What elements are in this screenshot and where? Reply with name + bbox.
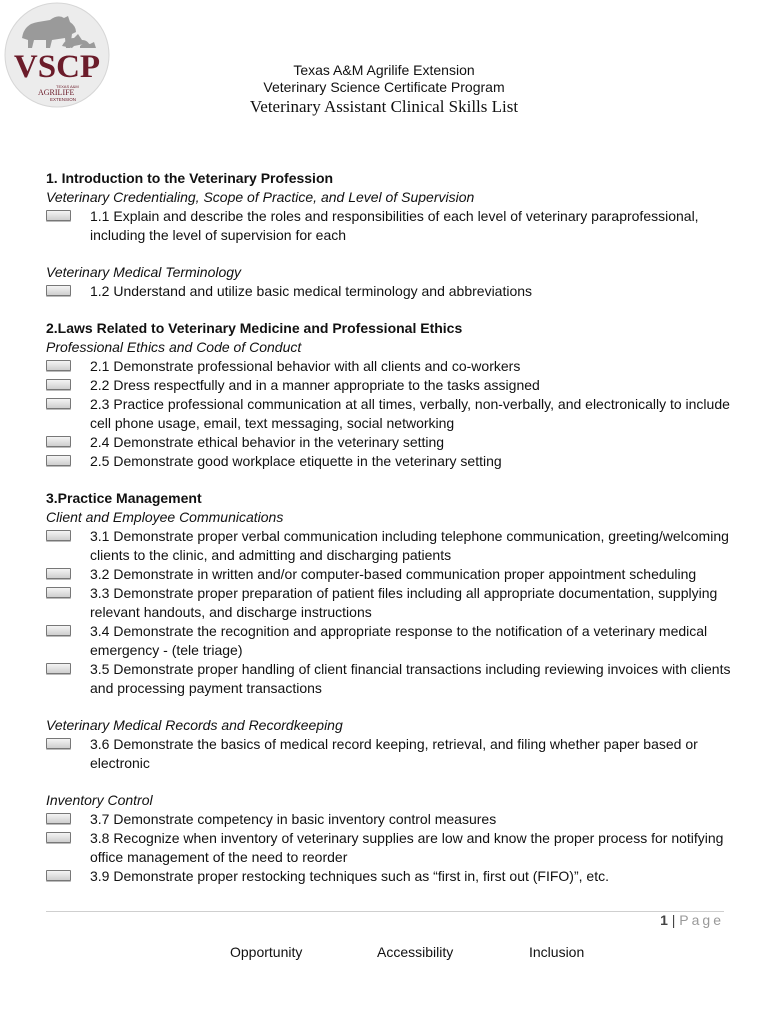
skill-checkbox[interactable] bbox=[46, 285, 71, 296]
skill-item bbox=[46, 660, 736, 698]
skill-checkbox[interactable] bbox=[46, 210, 71, 221]
document-title: Veterinary Assistant Clinical Skills List bbox=[249, 97, 519, 116]
skills-list bbox=[46, 169, 736, 886]
tag-inclusion: Inclusion bbox=[529, 944, 585, 960]
logo-small-2: AGRILIFE bbox=[38, 88, 75, 97]
skill-item bbox=[46, 829, 736, 867]
skill-checkbox[interactable] bbox=[46, 813, 71, 824]
section-title: 1. Introduction to the Veterinary Profession bbox=[46, 170, 334, 186]
skill-text: 3.3 Demonstrate proper preparation of patient files including all appropriate documentation, supplying relevant handouts, and discharge instructions bbox=[90, 585, 718, 620]
section-gap bbox=[46, 471, 736, 489]
footer-divider bbox=[46, 911, 724, 912]
skill-checkbox[interactable] bbox=[46, 663, 71, 674]
skill-text: 2.1 Demonstrate professional behavior with all clients and co-workers bbox=[90, 358, 521, 374]
skill-item bbox=[46, 282, 736, 301]
page-number-value: 1 bbox=[660, 912, 668, 928]
skill-text: 3.8 Recognize when inventory of veterinary supplies are low and know the proper process for notifying office management of the need to reorder bbox=[90, 830, 724, 865]
logo-text: VSCP bbox=[13, 49, 101, 85]
skill-item bbox=[46, 622, 736, 660]
tag-opportunity: Opportunity bbox=[230, 944, 303, 960]
skill-text: 3.5 Demonstrate proper handling of client financial transactions including reviewing invoices with clients and processing payment transactions bbox=[90, 661, 731, 696]
subsection-title: Inventory Control bbox=[46, 792, 153, 808]
skill-text: 3.4 Demonstrate the recognition and appropriate response to the notification of a veterinary medical emergency - (tele triage) bbox=[90, 623, 708, 658]
skill-text: 2.3 Practice professional communication at all times, verbally, non-verbally, and electronically to include cell phone usage, email, text messaging, social networking bbox=[90, 396, 730, 431]
skill-checkbox[interactable] bbox=[46, 625, 71, 636]
skill-text: 2.4 Demonstrate ethical behavior in the veterinary setting bbox=[90, 434, 445, 450]
skill-item bbox=[46, 452, 736, 471]
skill-item bbox=[46, 735, 736, 773]
skill-checkbox[interactable] bbox=[46, 455, 71, 466]
section-title: 3.Practice Management bbox=[46, 490, 202, 506]
skill-checkbox[interactable] bbox=[46, 379, 71, 390]
skill-checkbox[interactable] bbox=[46, 832, 71, 843]
subsection-title: Veterinary Medical Terminology bbox=[46, 264, 242, 280]
skill-checkbox[interactable] bbox=[46, 530, 71, 541]
skill-text: 3.9 Demonstrate proper restocking techniques such as “first in, first out (FIFO)”, etc. bbox=[90, 868, 609, 884]
skill-text: 3.6 Demonstrate the basics of medical record keeping, retrieval, and filing whether paper based or electronic bbox=[90, 736, 698, 771]
skill-text: 2.5 Demonstrate good workplace etiquette in the veterinary setting bbox=[90, 453, 502, 469]
skill-checkbox[interactable] bbox=[46, 398, 71, 409]
page-sep: | bbox=[667, 912, 680, 928]
skill-item bbox=[46, 433, 736, 452]
skill-checkbox[interactable] bbox=[46, 587, 71, 598]
skill-text: 3.7 Demonstrate competency in basic inventory control measures bbox=[90, 811, 497, 827]
skill-text: 2.2 Dress respectfully and in a manner appropriate to the tasks assigned bbox=[90, 377, 540, 393]
subsection-title: Professional Ethics and Code of Conduct bbox=[46, 339, 302, 355]
subsection-title: Client and Employee Communications bbox=[46, 509, 284, 525]
skill-checkbox[interactable] bbox=[46, 436, 71, 447]
tag-accessibility: Accessibility bbox=[377, 944, 454, 960]
section-gap bbox=[46, 301, 736, 319]
header-program: Veterinary Science Certificate Program bbox=[263, 79, 505, 95]
skill-text: 3.2 Demonstrate in written and/or computer-based communication proper appointment scheduling bbox=[90, 566, 697, 582]
skill-text: 1.2 Understand and utilize basic medical terminology and abbreviations bbox=[90, 283, 533, 299]
skill-item bbox=[46, 867, 736, 886]
skill-text: 3.1 Demonstrate proper verbal communication including telephone communication, greeting/welcoming clients to the clinic, and admitting and discharging patients bbox=[90, 528, 729, 563]
subsection-gap bbox=[46, 698, 736, 716]
skill-text: 1.1 Explain and describe the roles and responsibilities of each level of veterinary paraprofessional, including the level of supervision for each bbox=[90, 208, 699, 243]
skill-item bbox=[46, 376, 736, 395]
skill-item bbox=[46, 395, 736, 433]
subsection-title: Veterinary Medical Records and Recordkeeping bbox=[46, 717, 343, 733]
skill-item bbox=[46, 357, 736, 376]
skill-checkbox[interactable] bbox=[46, 870, 71, 881]
skill-checkbox[interactable] bbox=[46, 738, 71, 749]
subsection-gap bbox=[46, 245, 736, 263]
skill-item bbox=[46, 527, 736, 565]
skill-item bbox=[46, 207, 736, 245]
subsection-gap bbox=[46, 773, 736, 791]
logo-small-1: TEXAS A&M bbox=[56, 84, 79, 89]
header-org: Texas A&M Agrilife Extension bbox=[293, 62, 475, 78]
skill-checkbox[interactable] bbox=[46, 360, 71, 371]
subsection-title: Veterinary Credentialing, Scope of Practice, and Level of Supervision bbox=[46, 189, 475, 205]
skill-item bbox=[46, 810, 736, 829]
logo-small-3: EXTENSION bbox=[50, 97, 77, 102]
section-title: 2.Laws Related to Veterinary Medicine and Professional Ethics bbox=[46, 320, 463, 336]
skill-item bbox=[46, 565, 736, 584]
document-header bbox=[0, 62, 768, 118]
page-word: Page bbox=[679, 912, 724, 928]
page-number bbox=[660, 912, 724, 928]
skill-checkbox[interactable] bbox=[46, 568, 71, 579]
skill-item bbox=[46, 584, 736, 622]
